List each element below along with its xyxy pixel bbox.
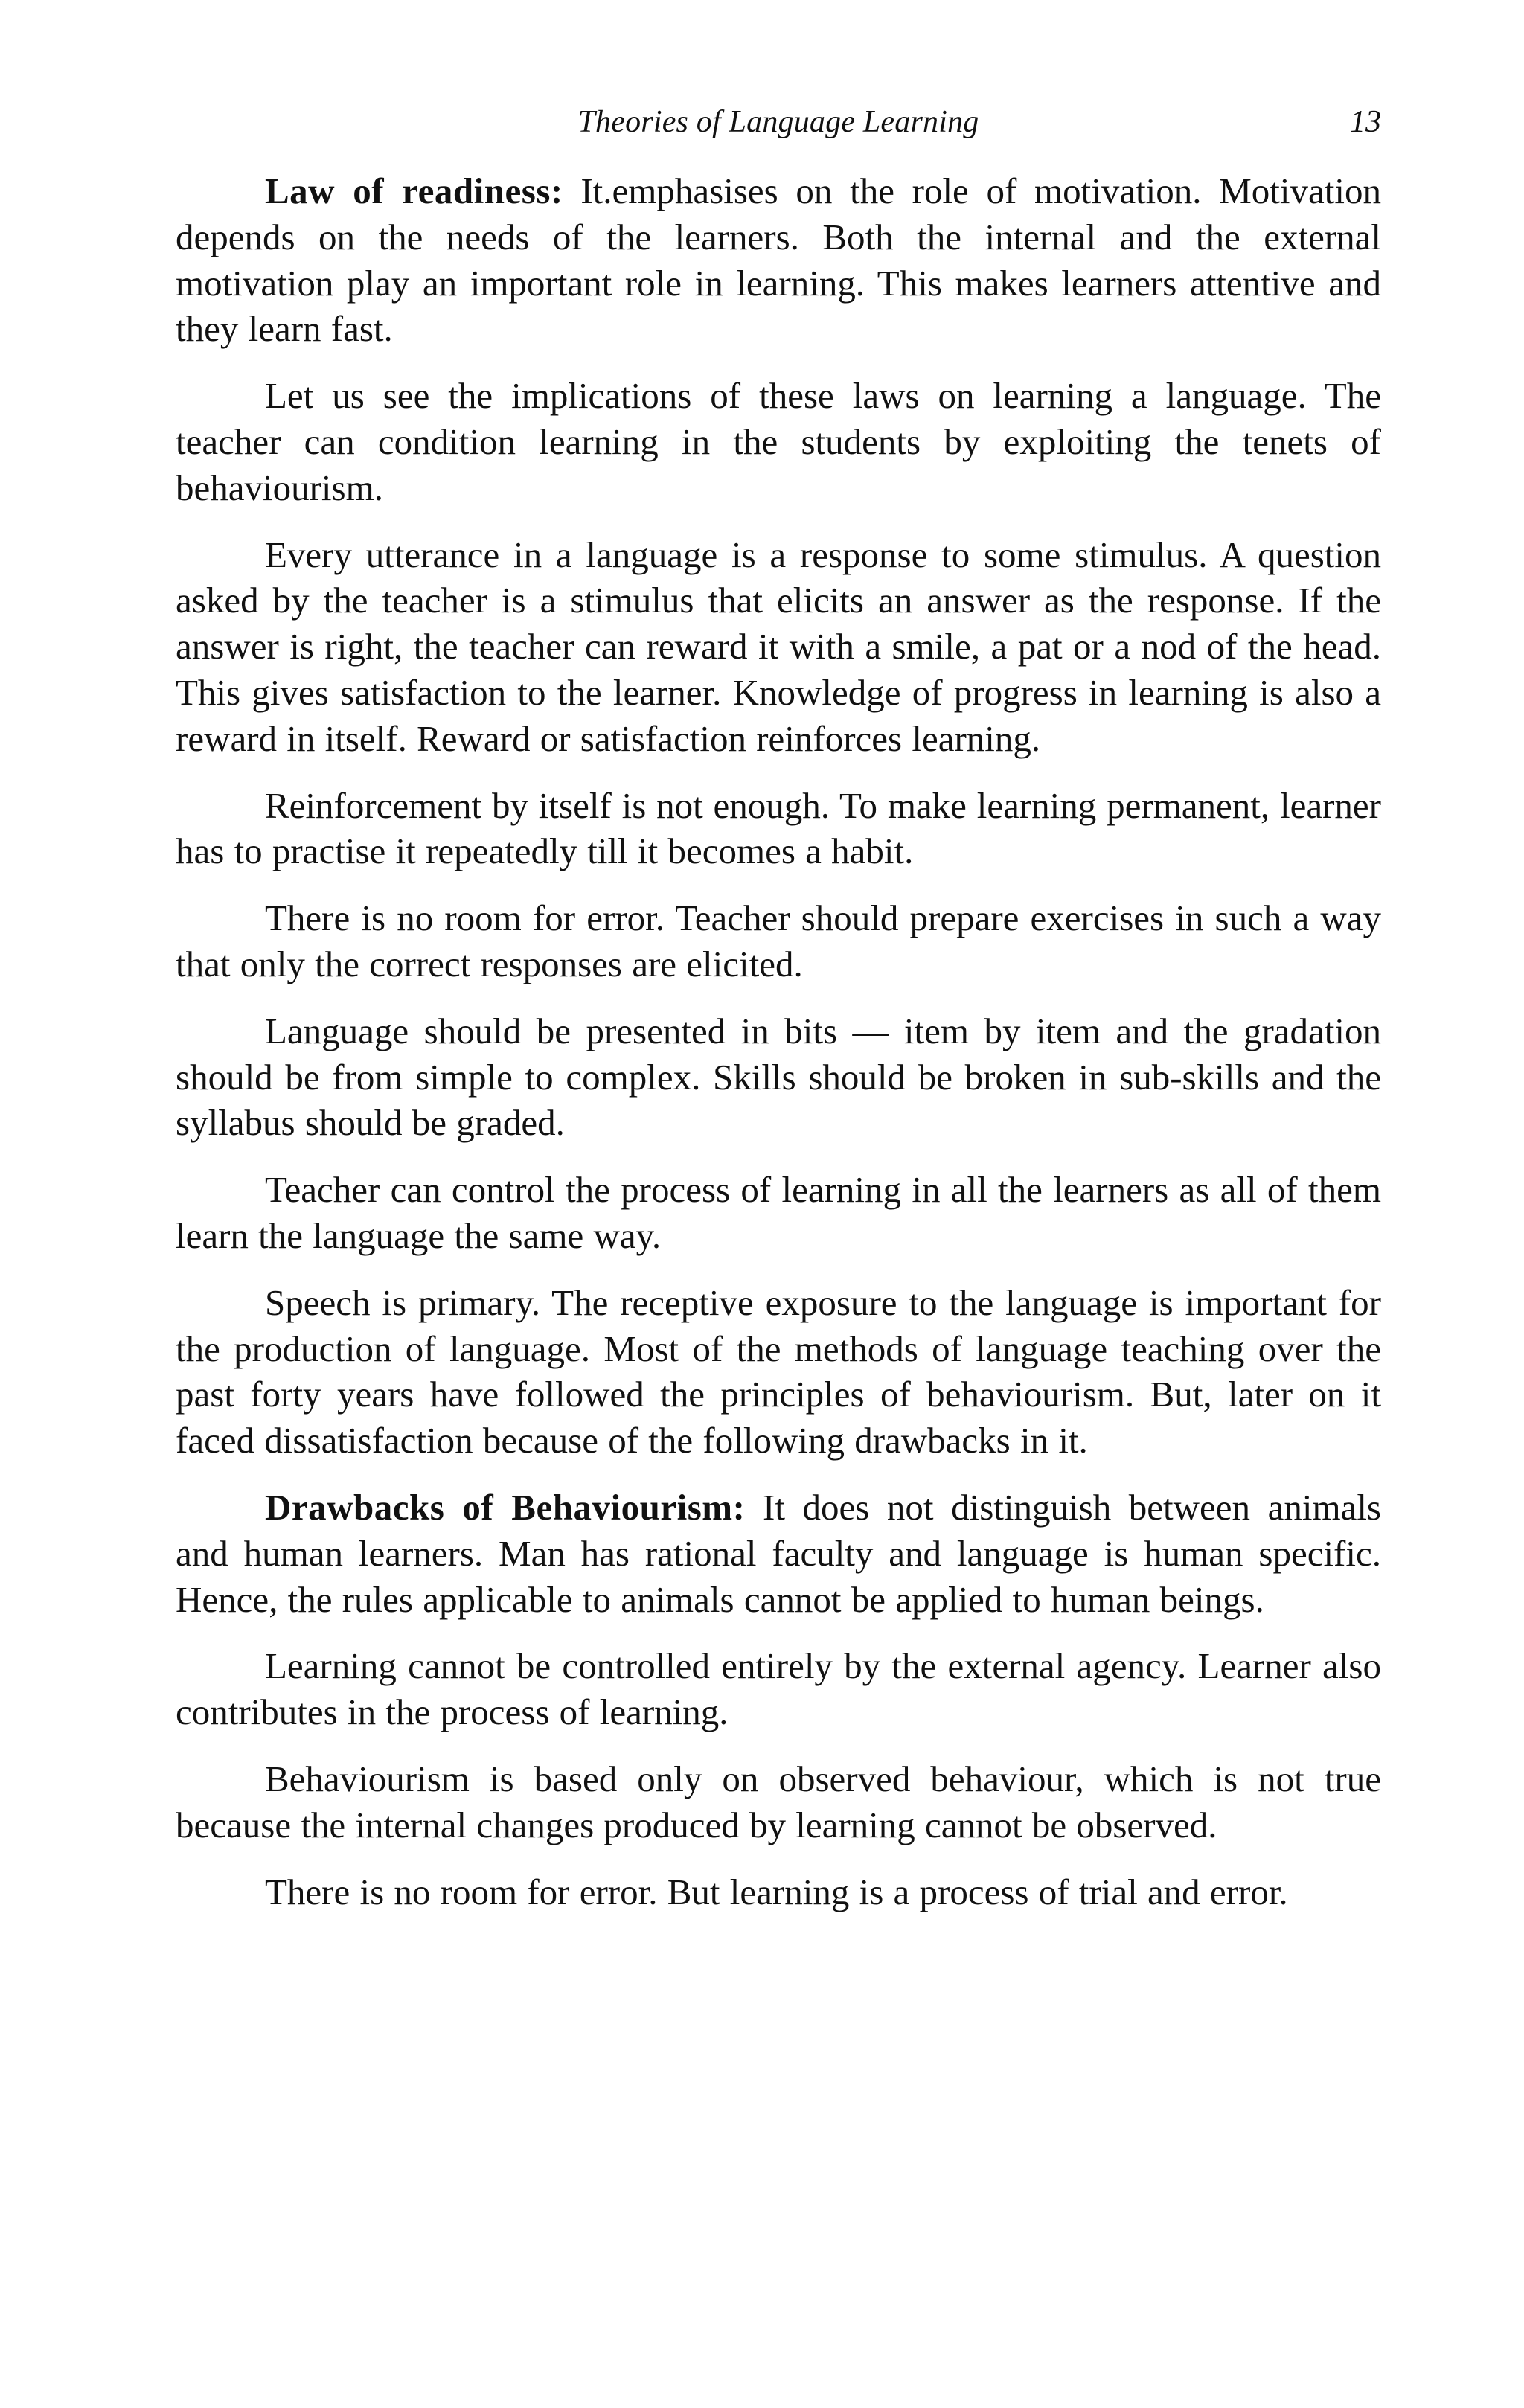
paragraph-text: Reinforcement by itself is not enough. To make learning permanent, learner has to practise it repeatedly till it becomes a habit.: [176, 784, 1381, 872]
paragraph-text: It does not distinguish between animals and human learners. Man has rational faculty and language is human specific. Hence, the rules applicable to animals cannot be applied to human beings.: [176, 1486, 1382, 1620]
paragraph-text: Teacher can control the process of learning in all the learners as all of them learn the language the same way.: [176, 1169, 1381, 1256]
paragraph-trial-and-error: [176, 1869, 1381, 1915]
paragraph-observed-behaviour: [176, 1756, 1381, 1848]
running-title: Theories of Language Learning: [577, 105, 979, 139]
paragraph-text: There is no room for error. Teacher should prepare exercises in such a way that only the correct responses are elicited.: [176, 897, 1381, 984]
paragraph-law-of-readiness: [176, 168, 1381, 352]
paragraph-teacher-control: [176, 1167, 1381, 1259]
paragraph-gradation: [176, 1008, 1381, 1146]
paragraph-stimulus-response: [176, 532, 1381, 762]
paragraph-text: There is no room for error. But learning is a process of trial and error.: [265, 1871, 1288, 1912]
paragraph-text: Language should be presented in bits — item by item and the gradation should be from simple to complex. Skills should be broken in sub-skills and the syllabus should be graded.: [176, 1010, 1381, 1144]
paragraph-text: Learning cannot be controlled entirely by the external agency. Learner also contributes in the process of learning.: [176, 1645, 1381, 1733]
paragraph-text: Every utterance in a language is a response to some stimulus. A question asked by the teacher is a stimulus that elicits an answer as the response. If the answer is right, the teacher can reward it with a smile, a pat or a nod of the head. This gives satisfaction to the learner. Knowledge of progress in learning is also a reward in itself. Reward or satisfaction reinforces learning.: [176, 534, 1381, 759]
paragraph-no-room-for-error: [176, 895, 1381, 987]
paragraph-text: Speech is primary. The receptive exposure to the language is important for the production of language. Most of the methods of language teaching over the past forty years have followed the principles of behaviourism. But, later on it faced dissatisfaction because of the following drawbacks in it.: [176, 1281, 1381, 1461]
term-law-of-readiness: Law of readiness:: [265, 170, 563, 211]
paragraph-external-agency: [176, 1643, 1381, 1735]
paragraph-text: Behaviourism is based only on observed behaviour, which is not true because the internal changes produced by learning cannot be observed.: [176, 1758, 1381, 1845]
term-drawbacks-of-behaviourism: Drawbacks of Behaviourism:: [265, 1486, 746, 1528]
paragraph-reinforcement: [176, 783, 1381, 875]
paragraph-implications: [176, 373, 1381, 510]
paragraph-speech-primary: [176, 1280, 1381, 1464]
paragraph-text: Let us see the implications of these laws on learning a language. The teacher can condition learning in the students by exploiting the tenets of behaviourism.: [176, 375, 1381, 508]
running-header: [176, 104, 1381, 149]
book-page: [176, 104, 1381, 1935]
page-number: 13: [1350, 105, 1381, 139]
paragraph-drawbacks: [176, 1485, 1381, 1622]
paragraph-text: It.emphasises on the role of motivation. Motivation depends on the needs of the learners. Both the internal and the external motivation play an important role in learning. This makes learners attentive and they learn fast.: [176, 170, 1381, 350]
